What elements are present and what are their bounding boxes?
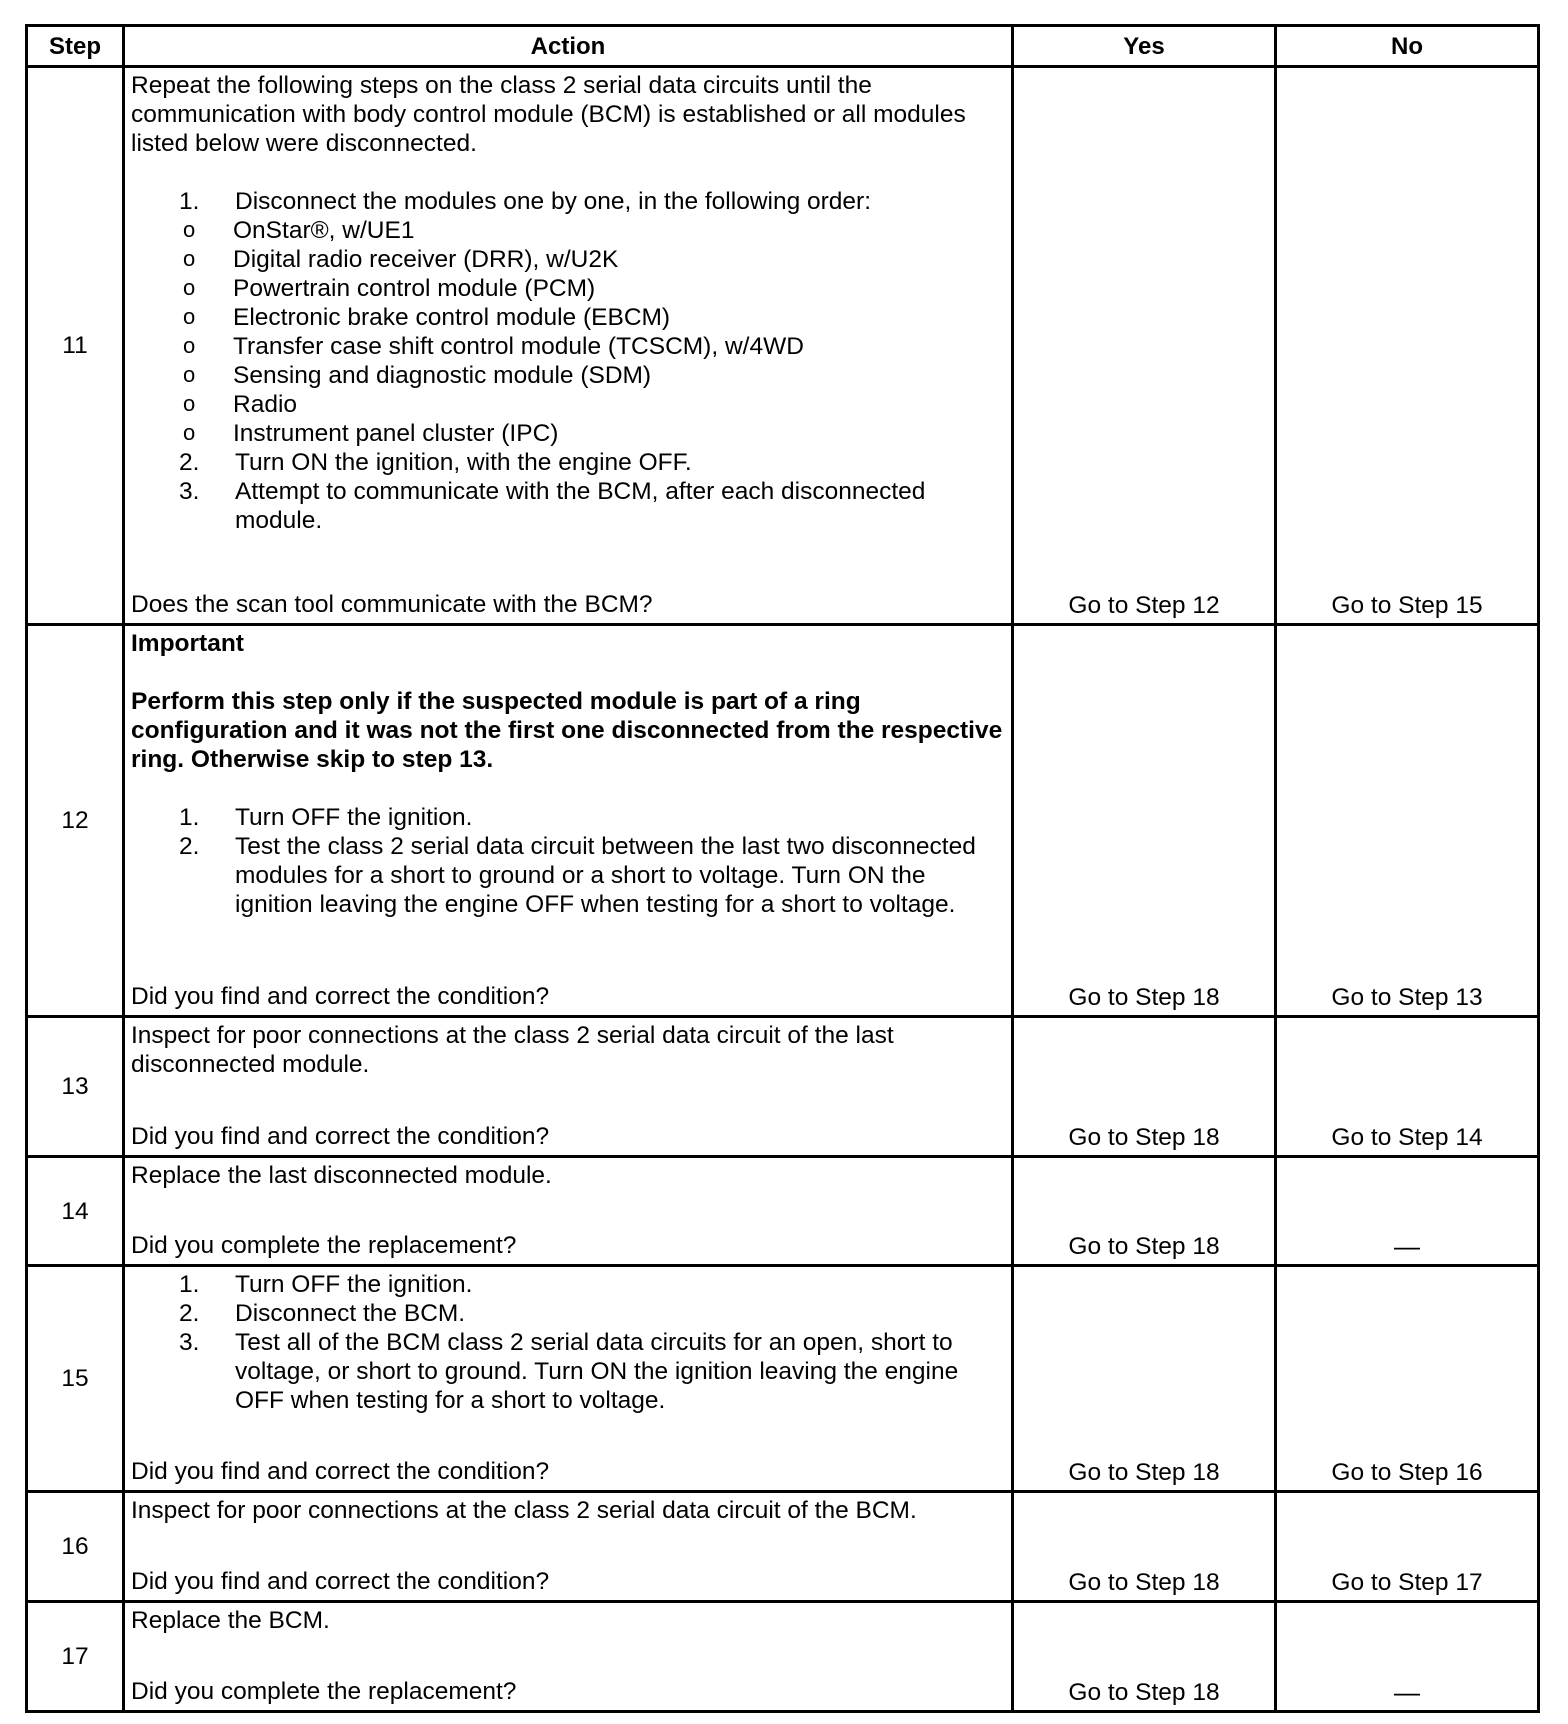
header-step: Step xyxy=(27,26,124,67)
no-outcome: Go to Step 13 xyxy=(1276,625,1539,1017)
step-number: 14 xyxy=(27,1157,124,1266)
table-row xyxy=(27,625,1539,1017)
table-row xyxy=(27,67,1539,625)
action-cell xyxy=(124,625,1013,1017)
important-note: Perform this step only if the suspected module is part of a ring configuration and it was not the first one disconnected from the respective ring. Otherwise skip to step 13. xyxy=(131,688,1003,773)
action-question: Did you find and correct the condition? xyxy=(131,1458,550,1485)
list-item: 1. Turn OFF the ignition. xyxy=(179,1271,473,1298)
header-yes: Yes xyxy=(1013,26,1276,67)
step-number: 13 xyxy=(27,1017,124,1157)
no-outcome: Go to Step 15 xyxy=(1276,67,1539,625)
important-label: Important xyxy=(131,630,244,657)
list-item: 3. Test all of the BCM class 2 serial data circuits for an open, short to voltage, or short to ground. Turn ON the ignition leaving the engine OFF when testing for a short to voltage. xyxy=(179,1329,959,1414)
action-question: Did you complete the replacement? xyxy=(131,1678,517,1705)
module-list-item: o Electronic brake control module (EBCM) xyxy=(183,304,671,331)
module-list xyxy=(131,216,1007,448)
module-list-item: o Digital radio receiver (DRR), w/U2K xyxy=(183,246,619,273)
action-intro: Inspect for poor connections at the class 2 serial data circuit of the BCM. xyxy=(131,1497,917,1524)
no-outcome: Go to Step 14 xyxy=(1276,1017,1539,1157)
list-item: 1. Disconnect the modules one by one, in the following order: xyxy=(179,188,872,215)
table-row xyxy=(27,1602,1539,1712)
module-list-item: o Sensing and diagnostic module (SDM) xyxy=(183,362,652,389)
diagnostic-table xyxy=(25,24,1540,1713)
action-intro: Repeat the following steps on the class 2 serial data circuits until the communication with body control module (BCM) is established or all modules listed below were disconnected. xyxy=(131,72,966,157)
no-outcome: — xyxy=(1276,1157,1539,1266)
module-list-item: o Powertrain control module (PCM) xyxy=(183,275,596,302)
table-row xyxy=(27,1492,1539,1602)
header-no: No xyxy=(1276,26,1539,67)
action-cell xyxy=(124,1266,1013,1492)
module-list-item: o Transfer case shift control module (TCSCM), w/4WD xyxy=(183,333,804,360)
step-number: 16 xyxy=(27,1492,124,1602)
list-item: 1. Turn OFF the ignition. xyxy=(179,804,473,831)
yes-outcome: Go to Step 18 xyxy=(1013,1017,1276,1157)
list-item: 2. Turn ON the ignition, with the engine OFF. xyxy=(179,449,692,476)
action-question: Did you find and correct the condition? xyxy=(131,1123,550,1150)
module-list-item: o Radio xyxy=(183,391,298,418)
no-outcome: Go to Step 17 xyxy=(1276,1492,1539,1602)
step-number: 15 xyxy=(27,1266,124,1492)
action-steps xyxy=(131,803,1007,919)
module-list-item: o OnStar®, w/UE1 xyxy=(183,217,415,244)
table-row xyxy=(27,1017,1539,1157)
header-action: Action xyxy=(124,26,1013,67)
list-item: 3. Attempt to communicate with the BCM, after each disconnected module. xyxy=(179,478,926,534)
step-number: 11 xyxy=(27,67,124,625)
action-question: Did you find and correct the condition? xyxy=(131,1568,550,1595)
list-item: 2. Test the class 2 serial data circuit between the last two disconnected modules for a short to ground or a short to voltage. Turn ON the ignition leaving the engine OFF when testing for a short to voltage. xyxy=(179,833,976,918)
no-outcome: — xyxy=(1276,1602,1539,1712)
action-question: Does the scan tool communicate with the BCM? xyxy=(131,591,653,618)
action-cell xyxy=(124,1492,1013,1602)
yes-outcome: Go to Step 12 xyxy=(1013,67,1276,625)
action-intro: Replace the BCM. xyxy=(131,1607,330,1634)
action-intro: Inspect for poor connections at the class 2 serial data circuit of the last disconnected module. xyxy=(131,1022,894,1078)
yes-outcome: Go to Step 18 xyxy=(1013,1157,1276,1266)
action-cell xyxy=(124,1157,1013,1266)
header-row xyxy=(27,26,1539,67)
action-cell xyxy=(124,1017,1013,1157)
action-question: Did you complete the replacement? xyxy=(131,1232,517,1259)
action-cell xyxy=(124,67,1013,625)
list-item: 2. Disconnect the BCM. xyxy=(179,1300,466,1327)
action-cell xyxy=(124,1602,1013,1712)
yes-outcome: Go to Step 18 xyxy=(1013,1602,1276,1712)
action-question: Did you find and correct the condition? xyxy=(131,983,550,1010)
yes-outcome: Go to Step 18 xyxy=(1013,1266,1276,1492)
module-list-item: o Instrument panel cluster (IPC) xyxy=(183,420,559,447)
no-outcome: Go to Step 16 xyxy=(1276,1266,1539,1492)
step-number: 17 xyxy=(27,1602,124,1712)
step-number: 12 xyxy=(27,625,124,1017)
table-row xyxy=(27,1266,1539,1492)
yes-outcome: Go to Step 18 xyxy=(1013,1492,1276,1602)
yes-outcome: Go to Step 18 xyxy=(1013,625,1276,1017)
table-row xyxy=(27,1157,1539,1266)
action-steps xyxy=(131,187,1007,216)
action-steps xyxy=(131,1270,1007,1415)
action-intro: Replace the last disconnected module. xyxy=(131,1162,552,1189)
